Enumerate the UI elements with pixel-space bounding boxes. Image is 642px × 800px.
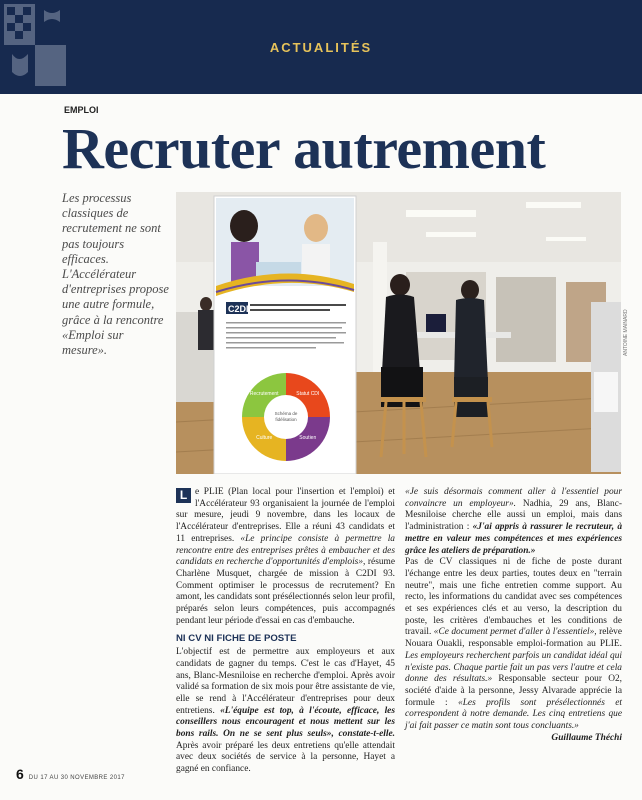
svg-text:Schéma de: Schéma de: [274, 411, 298, 416]
drop-cap: L: [176, 488, 191, 503]
page-footer: [16, 766, 125, 784]
quote: «L'équipe est top, à l'écoute, efficace, les conseillers nous encouragent et nous mettent sur les bons rails. On ne se sent plus seuls», constate-t-elle.: [176, 705, 395, 740]
section-banner: [0, 0, 642, 94]
wheel-label: Statut CDI: [296, 391, 320, 398]
quote: «Les profils sont présélectionnés et correspondent à notre demande. Les cinq entretiens que j'ai fait passer ce matin sont tous concluants.»: [405, 697, 622, 732]
paragraph-1: L e PLIE (Plan local pour l'insertion et l'emploi) et l'Accélérateur 93 organisaient la journée de l'emploi sur mesure, jeudi 9 novembre, dans les locaux de l'Accélérateur d'entreprises. Elle a réuni 43 candidats et 11 entreprises. «Le principe consiste à permettre la rencontre entre des entreprises prêtes à embaucher et des candidats en recherche d'opportunités d'emplois», résume Charlène Musquet, chargée de mission à C2DI 93. Comment optimiser le processus de recrutement? En amont, les candidats sont présélectionnés selon leur profil, préparés selon leurs compétences, puis accompagnés pendant leur période d'essai en cas d'embauche.: [176, 487, 396, 626]
page-number: 6: [16, 766, 24, 782]
subheading: NI CV NI FICHE DE POSTE: [176, 633, 297, 645]
article-title: Recruter autrement: [62, 116, 546, 181]
section-rubric: ACTUALITÉS: [269, 40, 373, 55]
quote: «Ce document permet d'aller à l'essentiel»,: [433, 627, 597, 638]
paragraph-4: Pas de CV classiques ni de fiche de poste durant l'échange entre les deux parties, toutes deux en "terrain neutre", mais une fiche entretien comme support. Au recto, les informations du candidat avec ses compétences et ses expériences clés et au verso, la description du poste, les critères d'embauches et les conditions de travail. «Ce document permet d'aller à l'essentiel», relève Nouara Ouakli, responsable emploi-formation au PLIE. Les employeurs recherchent parfois un candidat idéal qui n'existe pas. Chaque partie fait un pas vers l'autre et cela donne des résultats.» Responsable secteur pour O2, société d'aide à la personne, Jessy Alvarade apprécie la formule : «Les profils sont présélectionnés et correspondent à notre demande. Les cinq entretiens que j'ai fait passer ce matin sont tous concluants.»: [405, 557, 623, 732]
rollup-logo: C2DI: [228, 304, 249, 314]
wheel-label: Soutien: [299, 434, 317, 441]
paragraph-2: L'objectif est de permettre aux employeurs et aux candidats de gagner du temps. C'est le cas d'Hayet, 45 ans, Blanc-Mesniloise en recherche d'emploi. Après avoir validé sa formation de six mois pour être assistante de vie, elle se rend à l'Accélérateur d'entreprises pour deux entretiens. «L'équipe est top, à l'écoute, efficace, les conseillers nous encouragent et nous mettent sur les bons rails. On ne se sent plus seuls», constate-t-elle. Après avoir préparé les deux entretiens qu'elle attendait avec deux sociétés de service à la personne, Hayet a gagné en confiance.: [176, 647, 395, 775]
paragraph-3: «Je suis désormais comment aller à l'essentiel pour convaincre un employeur». Nadhia, 29 ans, Blanc-Mesniloise cherche elle aussi un emploi, mais dans l'administration : «J'ai appris à rassurer le recruteur, à mettre en valeur mes compétences et mes expériences grâce les ateliers de préparation.»: [405, 487, 623, 556]
svg-text:fidélisation: fidélisation: [275, 417, 297, 422]
article-column-1: [176, 487, 395, 776]
article-standfirst: Les processus classiques de recrutement ne sont pas toujours efficaces. L'Accélérateur d'entreprises propose une autre formule, grâce à la rencontre «Emploi sur mesure».: [62, 191, 169, 358]
article-photo: [176, 192, 621, 474]
quote: «J'ai appris à rassurer le recruteur, à mettre en valeur mes compétences et mes expériences grâce les ateliers de préparation.»: [405, 522, 623, 556]
issue-date: DU 17 AU 30 NOVEMBRE 2017: [28, 775, 125, 781]
quote: «Je suis désormais comment aller à l'essentiel pour convaincre un employeur».: [405, 487, 622, 509]
quote: Les employeurs recherchent parfois un candidat idéal qui n'existe pas. Chaque partie fait un pas vers l'autre et cela donne des résultats.»: [405, 650, 622, 685]
office-scene-illustration: [176, 192, 621, 474]
photo-credit: ANTOINE MAINARD: [623, 309, 629, 357]
wheel-label: Recrutement: [249, 391, 279, 398]
article-column-2: [405, 487, 622, 744]
article-kicker: EMPLOI: [64, 105, 99, 115]
author-signature: Guillaume Théchi: [551, 732, 622, 743]
wheel-label: Culture: [256, 434, 273, 441]
quote: «Le principe consiste à permettre la rencontre entre des entreprises prêtes à embaucher et des candidats en recherche d'opportunités d'emplois»: [176, 533, 395, 568]
